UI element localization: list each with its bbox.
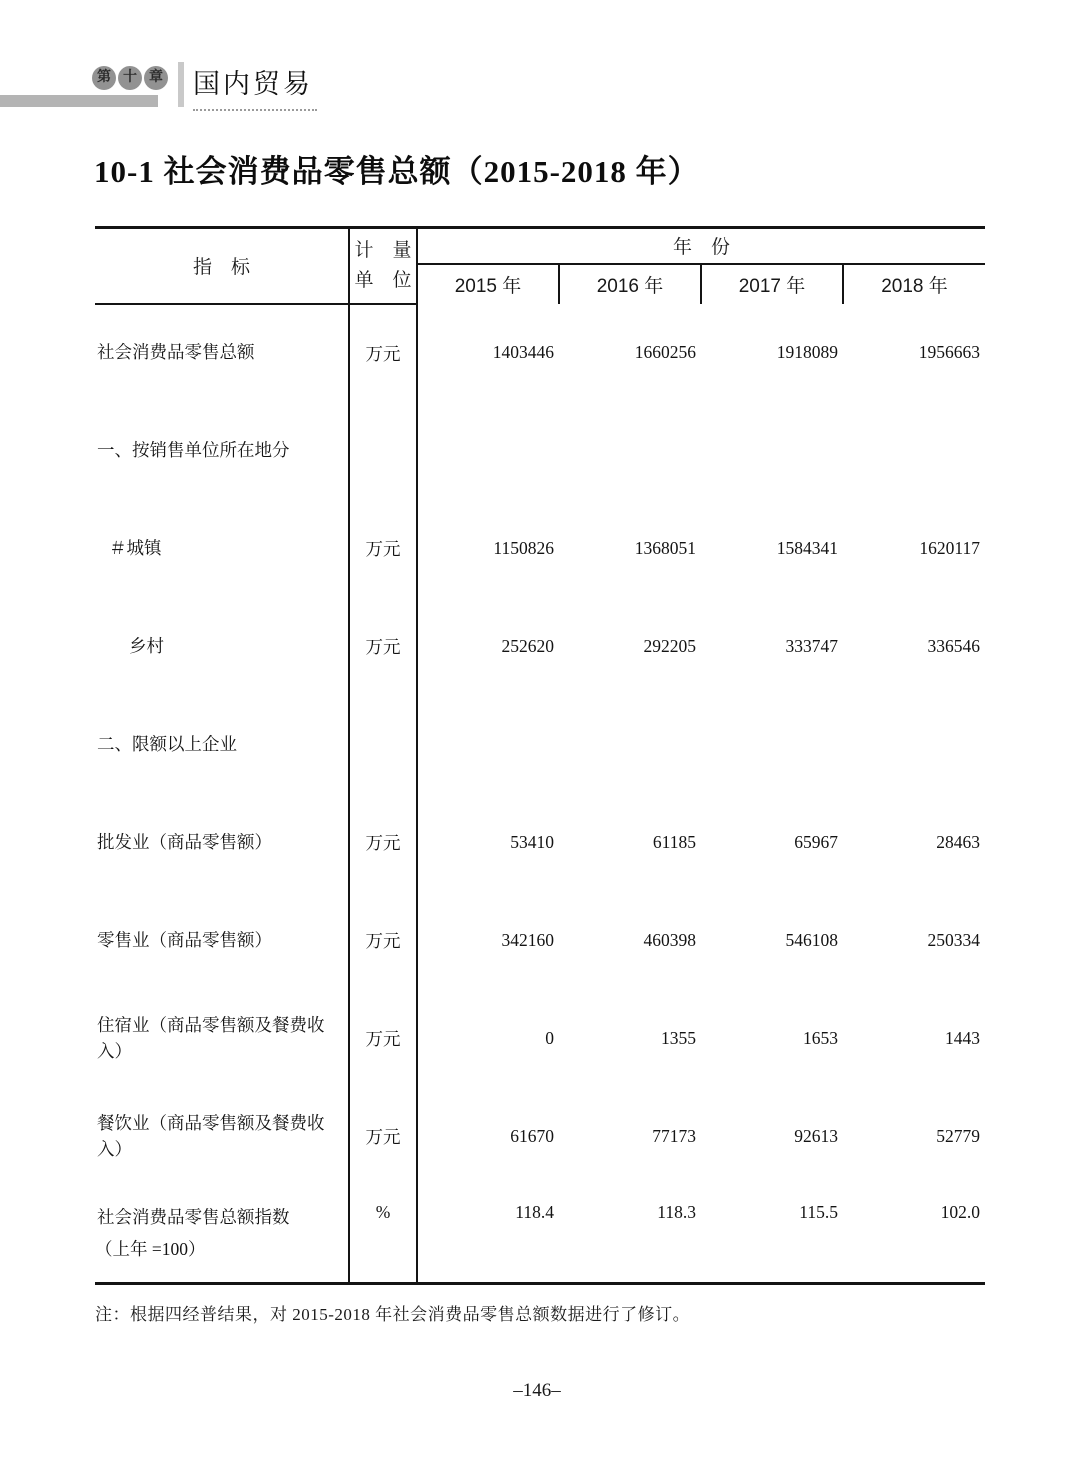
value-cell: 118.3 xyxy=(657,1202,696,1223)
unit-header xyxy=(349,228,417,304)
value-cell: 252620 xyxy=(501,636,554,656)
table-row xyxy=(95,1186,985,1284)
unit-header-line2: 单 位 xyxy=(354,269,412,291)
indicator-label: 零售业（商品零售额） xyxy=(97,929,272,950)
table-row xyxy=(95,598,985,696)
value-cell: 1956663 xyxy=(918,342,981,362)
table-row xyxy=(95,696,985,794)
value-cell: 1355 xyxy=(661,1028,696,1048)
value-cell: 61670 xyxy=(510,1126,554,1146)
value-cell: 102.0 xyxy=(940,1202,981,1223)
year-header-2018: 2018 年 xyxy=(843,264,985,304)
table-body xyxy=(95,304,985,1284)
indicator-label: 社会消费品零售总额指数 xyxy=(97,1206,290,1227)
indicator-cell xyxy=(95,892,349,990)
header-divider xyxy=(178,62,184,107)
unit-cell xyxy=(349,402,417,500)
indicator-label: 住宿业（商品零售额及餐费收入） xyxy=(97,1015,325,1061)
value-cell xyxy=(559,696,701,794)
value-cell xyxy=(843,402,985,500)
unit-cell: 万元 xyxy=(349,304,417,402)
indicator-label: 批发业（商品零售额） xyxy=(97,831,272,852)
indicator-cell xyxy=(95,402,349,500)
decorative-gray-bar xyxy=(0,95,158,107)
chapter-badge xyxy=(92,66,168,90)
indicator-cell xyxy=(95,598,349,696)
table-header xyxy=(95,228,985,304)
table-row xyxy=(95,794,985,892)
unit-cell: 万元 xyxy=(349,892,417,990)
unit-cell: % xyxy=(349,1186,417,1284)
unit-header-line1: 计 量 xyxy=(354,240,412,262)
value-cell: 333747 xyxy=(785,636,838,656)
indicator-label: 一、按销售单位所在地分 xyxy=(97,439,290,460)
value-cell: 52779 xyxy=(936,1126,981,1146)
value-cell: 77173 xyxy=(652,1126,696,1146)
table-row xyxy=(95,500,985,598)
table-row xyxy=(95,402,985,500)
value-cell: 1584341 xyxy=(776,538,838,558)
unit-cell: 万元 xyxy=(349,990,417,1088)
value-cell: 92613 xyxy=(794,1126,838,1146)
chapter-badge-char: 十 xyxy=(118,66,142,90)
value-cell xyxy=(701,402,843,500)
unit-cell: 万元 xyxy=(349,500,417,598)
indicator-header: 指 标 xyxy=(95,228,349,304)
value-cell: 342160 xyxy=(501,930,554,950)
value-cell: 1443 xyxy=(945,1028,981,1048)
table-row xyxy=(95,304,985,402)
value-cell: 460398 xyxy=(643,930,696,950)
value-cell: 28463 xyxy=(936,832,981,852)
value-cell: 53410 xyxy=(510,832,554,852)
year-header-2017: 2017 年 xyxy=(701,264,843,304)
value-cell: 1368051 xyxy=(634,538,696,558)
indicator-label: 社会消费品零售总额 xyxy=(97,342,255,363)
page-number: –146– xyxy=(513,1380,561,1401)
indicator-label: 餐饮业（商品零售额及餐费收入） xyxy=(97,1113,325,1159)
year-header-2016: 2016 年 xyxy=(559,264,701,304)
value-cell: 1150826 xyxy=(493,538,554,558)
indicator-cell xyxy=(95,990,349,1088)
header-row-group xyxy=(95,228,985,264)
unit-cell: 万元 xyxy=(349,794,417,892)
year-group-header: 年 份 xyxy=(417,228,985,264)
value-cell xyxy=(843,696,985,794)
value-cell: 250334 xyxy=(927,930,981,950)
chapter-badge-char: 第 xyxy=(92,66,116,90)
indicator-cell xyxy=(95,1186,349,1284)
value-cell: 1403446 xyxy=(492,342,554,362)
unit-cell: 万元 xyxy=(349,598,417,696)
value-cell: 61185 xyxy=(652,832,696,852)
value-cell xyxy=(417,402,559,500)
table-row xyxy=(95,892,985,990)
indicator-label: 二、限额以上企业 xyxy=(97,733,237,754)
indicator-label-line2: （上年 =100） xyxy=(95,1239,206,1260)
value-cell: 1620117 xyxy=(919,538,981,558)
indicator-cell xyxy=(95,500,349,598)
value-cell: 0 xyxy=(545,1028,554,1048)
value-cell: 1918089 xyxy=(776,342,838,362)
indicator-cell xyxy=(95,304,349,402)
indicator-cell xyxy=(95,794,349,892)
chapter-title: 国内贸易 xyxy=(193,62,317,111)
unit-cell xyxy=(349,696,417,794)
value-cell xyxy=(701,696,843,794)
chapter-badge-char: 章 xyxy=(144,66,168,90)
value-cell: 65967 xyxy=(794,832,838,852)
indicator-cell xyxy=(95,1088,349,1186)
footnote: 注：根据四经普结果，对 2015-2018 年社会消费品零售总额数据进行了修订。 xyxy=(95,1305,691,1324)
unit-cell: 万元 xyxy=(349,1088,417,1186)
table-row xyxy=(95,1088,985,1186)
indicator-cell xyxy=(95,696,349,794)
table-row xyxy=(95,990,985,1088)
value-cell: 115.5 xyxy=(799,1202,838,1223)
year-header-2015: 2015 年 xyxy=(454,275,522,297)
value-cell: 1660256 xyxy=(634,342,696,362)
statistics-table xyxy=(95,226,985,1285)
indicator-label: 乡村 xyxy=(129,635,164,656)
page-title: 10-1 社会消费品零售总额（2015-2018 年） xyxy=(94,154,700,189)
value-cell xyxy=(559,402,701,500)
value-cell: 292205 xyxy=(643,636,696,656)
indicator-label: ＃城镇 xyxy=(109,537,162,558)
value-cell: 118.4 xyxy=(515,1202,554,1223)
value-cell: 1653 xyxy=(803,1028,838,1048)
value-cell xyxy=(417,696,559,794)
value-cell: 336546 xyxy=(927,636,981,656)
value-cell: 546108 xyxy=(785,930,838,950)
